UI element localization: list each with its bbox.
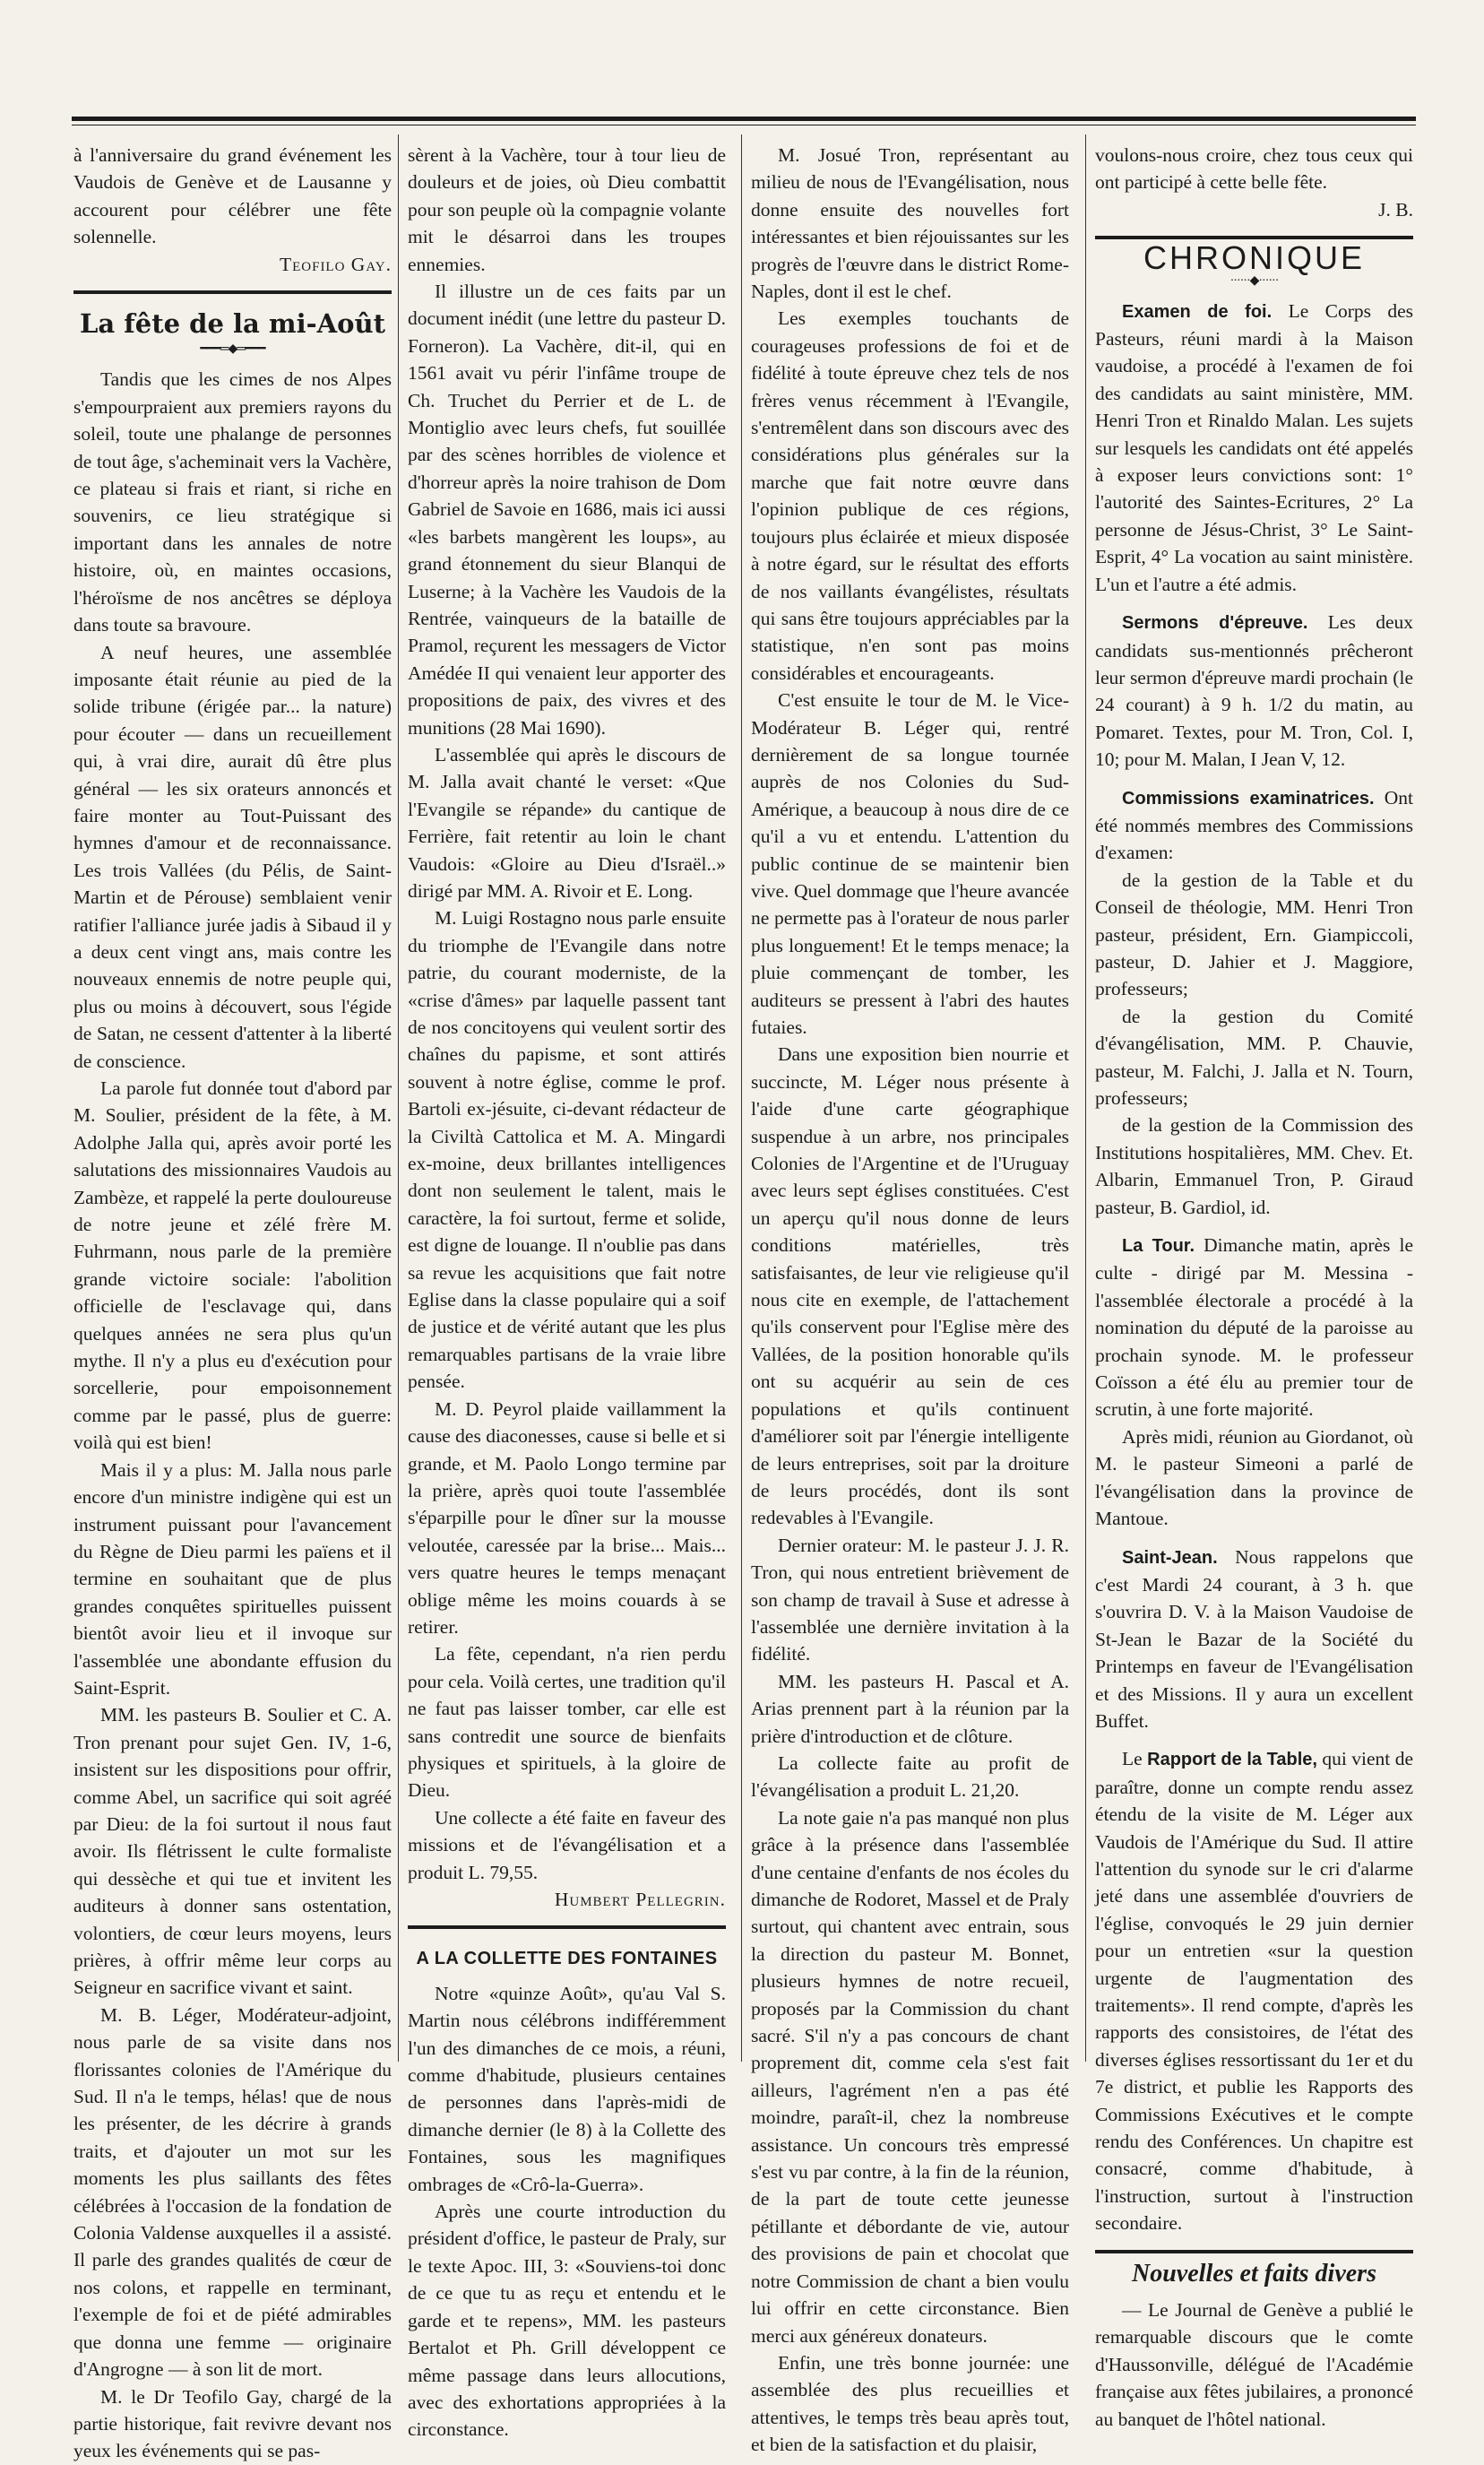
paragraph: — Le Journal de Genève a publié le remarquable discours que le comte d'Haussonville, délégué de l'Académie française aux fêtes jubilaires, a prononcé au banquet de l'hôtel national.	[1095, 2299, 1413, 2430]
ornament-divider: ······◆······	[1229, 273, 1279, 288]
article-signature: J. B.	[1378, 198, 1413, 221]
paragraph: M. Josué Tron, représentant au milieu de nous de l'Evangélisation, nous donne ensuite des nouvelles fort intéressantes et bien réjouissantes sur les progrès de l'œuvre dans le district Rome-Naples, dont il est le chef.	[751, 144, 1069, 303]
paragraph: M. D. Peyrol plaide vaillamment la cause des diaconesses, cause si belle et si grande, et M. Paolo Longo termine par la prière, après quoi toute l'assemblée s'éparpille pour le dîner sur la mousse veloutée, caressée par la brise... Mais... vers quatre heures le temps menaçant oblige même les moins couards à se retirer.	[408, 1397, 726, 1638]
column-divider	[398, 134, 399, 2062]
item-lead: Rapport de la Table,	[1147, 1750, 1317, 1770]
paragraph: Après une courte introduction du président d'office, le pasteur de Praly, sur le texte Apoc. III, 3: «Souviens-toi donc de ce que tu as reçu et entendu et le garde et te repens», MM. les pasteurs Bertalot et Ph. Grill développent ce même passage dans leurs allocutions, avec des exhortations appropriées à la circonstance.	[408, 2201, 726, 2441]
chronicle-item	[1095, 1544, 1413, 1735]
paragraph: sèrent à la Vachère, tour à tour lieu de douleurs et de joies, où Dieu combattit pour son peuple où la compagnie volante mit le désarroi dans les troupes ennemies.	[408, 144, 726, 275]
paragraph: MM. les pasteurs B. Soulier et C. A. Tron prenant pour sujet Gen. IV, 1-6, insistent sur les dispositions pour offrir, comme Abel, un sacrifice qui soit agréé par Dieu: de la foi surtout il nous faut avoir. Ils flétrissent le culte formaliste qui dessèche et qui tue et invitent les auditeurs à donner sans ostentation, volontiers, de cœur leurs moyens, leurs prières, à offrir même leur corps au Seigneur en sacrifice vivant et saint.	[73, 1704, 392, 1999]
item-lead: La Tour.	[1122, 1236, 1195, 1257]
intro-paragraph: à l'anniversaire du grand événement les Vaudois de Genève et de Lausanne y accourent pour célébrer une fête solennelle.	[73, 144, 392, 248]
item-body: qui vient de paraître, donne un compte rendu assez étendu de la visite de M. Léger aux Vaudois de l'Amérique du Sud. Il attire l'attention du synode sur le cri d'alarme jeté dans une assemblée d'ouvriers de l'église, convoqués le 29 juin dernier pour un entretien «sur la question urgente de l'augmentation des traitements». Il rend compte, d'après les rapports des consistoires, de l'état des diverses églises ressortissant du 1er et du 7e district, et publie les Rapports des Commissions Exécutives et le compte rendu des Conférences. Un chapitre est consacré, comme d'habitude, à l'instruction, surtout à l'instruction secondaire.	[1095, 1748, 1414, 2235]
item-body: Le Corps des Pasteurs, réuni mardi à la Maison vaudoise, a procédé à l'examen de foi des candidats au saint ministère, MM. Henri Tron et Rinaldo Malan. Les sujets sur lesquels les candidats ont été appelés à exposer leurs convictions sont: 1° l'autorité des Saintes-Ecritures, 2° La personne de Jésus-Christ, 3° Le Saint-Esprit, 4° La vocation au saint ministère. L'un et l'autre a été admis.	[1095, 299, 1414, 595]
item-lead: Saint-Jean.	[1122, 1547, 1218, 1568]
intro-signature: Teofilo Gay.	[279, 253, 392, 275]
paragraph: A neuf heures, une assemblée imposante était réunie au pied de la solide tribune (érigée par... la nature) pour écouter — dans un recueillement qui, à vrai dire, aurait dû être plus général — les six orateurs annoncés et faire monter au Tout-Puissant des hymnes d'amour et de reconnaissance. Les trois Vallées (du Pélis, de Saint-Martin et de Pérouse) semblaient venir ratifier l'alliance jurée jadis à Sibaud il y a deux cent vingt ans, mais contre les nouveaux ennemis de notre peuple qui, plus ou moins à découvert, sous l'égide de Satan, ne cessent d'attenter à la liberté de conscience.	[73, 641, 392, 1072]
list-item: de la gestion du Comité d'évangélisation, MM. P. Chauvie, pasteur, M. Falchi, J. Jalla et N. Tourn, professeurs;	[1095, 1005, 1413, 1109]
paragraph: Après midi, réunion au Giordanot, où M. le pasteur Simeoni a parlé de l'évangélisation dans la province de Mantoue.	[1095, 1425, 1413, 1530]
paragraph: Notre «quinze Août», qu'au Val S. Martin nous célébrons indifféremment l'un des dimanches de ce mois, a réuni, comme d'habitude, plusieurs centaines de personnes dans l'après-midi de dimanche dernier (le 8) à la Collette des Fontaines, sous les magnifiques ombrages de «Crô-la-Guerra».	[408, 1982, 726, 2195]
chronicle-item	[1095, 1232, 1413, 1423]
section-heading: Nouvelles et faits divers	[1132, 2259, 1376, 2288]
paragraph: Enfin, une très bonne journée: une assemblée des plus recueillies et attentives, le temps très beau après tout, et bien de la satisfaction et du plaisir,	[751, 2351, 1069, 2456]
section-separator	[1095, 2250, 1413, 2253]
chronicle-item	[1095, 609, 1413, 773]
paragraph: Les exemples touchants de courageuses professions de foi et de fidélité à toute épreuve chez tels de nos frères venus récemment à l'Evangile, s'entremêlent dans son discours avec des considérations plus générales sur la marche que fait notre œuvre dans l'opinion publique de ces régions, toujours plus éclairée et mieux disposée à notre égard, sur le résultat des efforts de nos vaillants évangélistes, résultats qui sans être toujours appréciables par la statistique, n'en sont pas moins considérables et encourageants.	[751, 307, 1069, 684]
paragraph: Dans une exposition bien nourrie et succincte, M. Léger nous présente à l'aide d'une carte géographique suspendue à un arbre, nos principales Colonies de l'Argentine et de l'Uruguay avec leurs sept églises constituées. C'est un aperçu qu'il nous donne de leurs conditions matérielles, très satisfaisantes, de leur vie religieuse qu'il nous cite en exemple, de l'attachement qu'ils conservent pour l'Eglise mère des Vallées, de la position honorable qu'ils ont su acquérir au sein de ces populations et qu'ils continuent d'améliorer soit par l'énergie intelligente de leurs entreprises, soit par la droiture de leurs procédés, dont ils sont redevables à l'Evangile.	[751, 1043, 1069, 1529]
paragraph: La fête, cependant, n'a rien perdu pour cela. Voilà certes, une tradition qu'il ne faut pas laisser tomber, car elle est sans contredit une source de bienfaits physiques et spirituels, à la gloire de Dieu.	[408, 1643, 726, 1802]
list-item: de la gestion de la Table et du Conseil de théologie, MM. Henri Tron pasteur, président, Ern. Giampiccoli, pasteur, D. Jahier et J. Maggiore, professeurs;	[1095, 869, 1413, 1000]
article-heading: La fête de la mi-Août	[80, 308, 385, 340]
paragraph: Tandis que les cimes de nos Alpes s'empourpraient aux premiers rayons du soleil, toute une phalange de personnes de tout âge, s'acheminait vers la Vachère, ce plateau si frais et riant, si riche en souvenirs, ce lieu stratégique si important dans les annales de notre histoire, où, en maintes occasions, l'héroïsme de nos ancêtres se déploya dans toute sa bravoure.	[73, 368, 392, 636]
item-lead: Examen de foi.	[1122, 301, 1273, 322]
paragraph: C'est ensuite le tour de M. le Vice-Modérateur B. Léger qui, rentré dernièrement de sa longue tournée auprès de nos Colonies du Sud-Amérique, a beaucoup à nous dire de ce qu'il a vu et entendu. L'attention du public continue de se maintenir bien vive. Quel dommage que l'heure avancée ne permette pas à l'orateur de nous parler plus longuement! Et le temps menace; la pluie commençant de tomber, les auditeurs se pressent à l'abri des hautes futaies.	[751, 689, 1069, 1038]
item-lead: Sermons d'épreuve.	[1122, 613, 1308, 634]
paragraph: L'assemblée qui après le discours de M. Jalla avait chanté le verset: «Que l'Evangile se répande» du cantique de Ferrière, fait retentir au loin le chant Vaudois: «Gloire au Dieu d'Israël..» dirigé par MM. A. Rivoir et E. Long.	[408, 743, 726, 902]
paragraph: Dernier orateur: M. le pasteur J. J. R. Tron, qui nous entretient brièvement de son champ de travail à Suse et adresse à l'assemblée une dernière invitation à la fidélité.	[751, 1534, 1069, 1665]
paragraph: La note gaie n'a pas manqué non plus grâce à la présence dans l'assemblée d'une centaine d'enfants de nos écoles du dimanche de Rodoret, Massel et de Praly surtout, qui chantent avec entrain, sous la direction du pasteur M. Bonnet, plusieurs hymnes de notre recueil, proposés par la Commission du chant sacré. S'il n'y a pas concours de chant proprement dit, comme cela s'est fait ailleurs, l'agrément n'en a pas été moindre, paraît-il, chez la nombreuse assistance. Un concours très empressé s'est vu par contre, à la fin de la réunion, de la part de toute cette jeunesse pétillante et débordante de vie, autour des provisions de pain et chocolat que notre Commission de chant a bien voulu lui offrir en cette circonstance. Bien merci aux généreux donateurs.	[751, 1806, 1069, 2347]
article-signature: Humbert Pellegrin.	[554, 1889, 726, 1910]
list-item: de la gestion de la Commission des Institutions hospitalières, MM. Chev. Et. Albarin, Emmanuel Tron, P. Giraud pasteur, B. Gardiol, id.	[1095, 1114, 1413, 1218]
column-3	[751, 142, 1069, 2459]
column-divider	[741, 134, 742, 2062]
item-body: Ont été nommés membres des Commissions d'examen:	[1095, 786, 1413, 864]
article-heading: A LA COLLETTE DES FONTAINES	[416, 1949, 718, 1969]
column-divider	[1085, 134, 1086, 2062]
item-body: Nous rappelons que c'est Mardi 24 courant, à 3 h. que s'ouvrira D. V. à la Maison Vaudoise de St-Jean le Bazar de la Société du Printemps en faveur de l'Evangélisation et des Missions. Il y aura un excellent Buffet.	[1095, 1545, 1413, 1732]
paragraph: La parole fut donnée tout d'abord par M. Soulier, président de la fête, à M. Adolphe Jalla qui, après avoir porté les salutations des missionnaires Vaudois au Zambèze, et rappelé la perte douloureuse de notre jeune et zélé frère M. Fuhrmann, nous parle de la première grande victoire sociale: l'abolition officielle de l'esclavage qui, dans quelques années ne sera plus qu'un mythe. Il n'y a plus eu d'exécution pour sorcellerie, pour empoisonnement comme par le passé, plus de guerre: voilà qui est bien!	[73, 1077, 392, 1454]
column-1	[73, 142, 392, 2465]
section-separator	[408, 1925, 726, 1929]
chronicle-item	[1095, 298, 1413, 598]
paragraph: MM. les pasteurs H. Pascal et A. Arias prennent part à la réunion par la prière d'introduction et de clôture.	[751, 1670, 1069, 1747]
paragraph: La collecte faite au profit de l'évangélisation a produit L. 21,20.	[751, 1751, 1069, 1802]
chronicle-item	[1095, 784, 1413, 867]
item-body: Dimanche matin, après le culte - dirigé par M. Messina - l'assemblée électorale a procédé à la nomination du député de la paroisse au prochain synode. M. le professeur Coïsson a été élu au premier tour de scrutin, à une forte majorité.	[1095, 1234, 1413, 1421]
item-prefix: Le	[1122, 1748, 1143, 1770]
top-rule	[72, 117, 1416, 121]
paragraph: Il illustre un de ces faits par un document inédit (une lettre du pasteur D. Forneron). La Vachère, dit-il, qui en 1561 avait vu périr l'infâme troupe de Ch. Truchet du Perrier et de L. de Montiglio avec leurs chefs, fut souillée par des scènes horribles de violence et d'horreur après la noire trahison de Dom Gabriel de Savoie en 1686, mais ici aussi «les barbets mangèrent les loups», au grand étonnement du sieur Blanqui de Luserne; à la Vachère les Vaudois de la Rentrée, vainqueurs de la bataille de Pramol, reçurent les messagers de Victor Amédée II qui venaient leur apporter des propositions de paix, des vivres et des munitions (28 Mai 1690).	[408, 281, 726, 739]
column-4	[1095, 142, 1413, 2433]
ornament-divider: ━━━═◆═━━━	[200, 342, 265, 357]
paragraph: voulons-nous croire, chez tous ceux qui ont participé à cette belle fête.	[1095, 144, 1413, 194]
column-2	[408, 142, 726, 2443]
section-separator	[73, 290, 392, 294]
item-body: Les deux candidats sus-mentionnés prêcheront leur sermon d'épreuve mardi prochain (le 24 courant) à 9 h. 1/2 du matin, au Pomaret. Textes, pour M. Tron, Col. I, 10; pour M. Malan, I Jean V, 12.	[1095, 611, 1413, 771]
paragraph: M. Luigi Rostagno nous parle ensuite du triomphe de l'Evangile dans notre patrie, du courant moderniste, de la «crise d'âmes» par laquelle passent tant de nos concitoyens qui veulent sortir des chaînes du papisme, et sont attirés souvent à notre église, comme le prof. Bartoli ex-jésuite, ci-devant rédacteur de la Civiltà Cattolica et M. A. Mingardi ex-moine, deux brillantes intelligences dont non seulement le talent, mais le caractère, la foi surtout, ferme et solide, est digne de louange. Il n'oublie pas dans sa revue les acquisitions que fait notre Eglise dans la classe populaire qui a soif de justice et de vérité autant que les plus remarquables partisans de la vraie libre pensée.	[408, 907, 726, 1393]
section-heading: CHRONIQUE	[1143, 239, 1365, 277]
item-lead: Commissions examinatrices.	[1122, 788, 1375, 809]
paragraph: Mais il y a plus: M. Jalla nous parle encore d'un ministre indigène qui est un instrument puissant pour l'avancement du Règne de Dieu parmi les païens et il termine en souhaitant que de plus grandes conquêtes spirituelles puissent bientôt avoir lieu et il invoque sur l'assemblée une abondante effusion du Saint-Esprit.	[73, 1458, 392, 1699]
paragraph: M. le Dr Teofilo Gay, chargé de la partie historique, fait revivre devant nos yeux les événements qui se pas-	[73, 2385, 392, 2462]
paragraph: M. B. Léger, Modérateur-adjoint, nous parle de sa visite dans nos florissantes colonies de l'Amérique du Sud. Il n'a le temps, hélas! que de nous les présenter, de les décrire à grands traits, et d'ajouter un mot sur les moments les plus saillants des fêtes célébrées à l'occasion de la fondation de Colonia Valdense auxquelles il a assisté. Il parle des grandes qualités de cœur de nos colons, et rappelle en terminant, l'exemple de foi et de piété admirables que donna une femme — originaire d'Angrogne — à son lit de mort.	[73, 2003, 392, 2381]
paragraph: Une collecte a été faite en faveur des missions et de l'évangélisation et a produit L. 79,55.	[408, 1806, 726, 1883]
chronicle-item	[1095, 1745, 1413, 2236]
